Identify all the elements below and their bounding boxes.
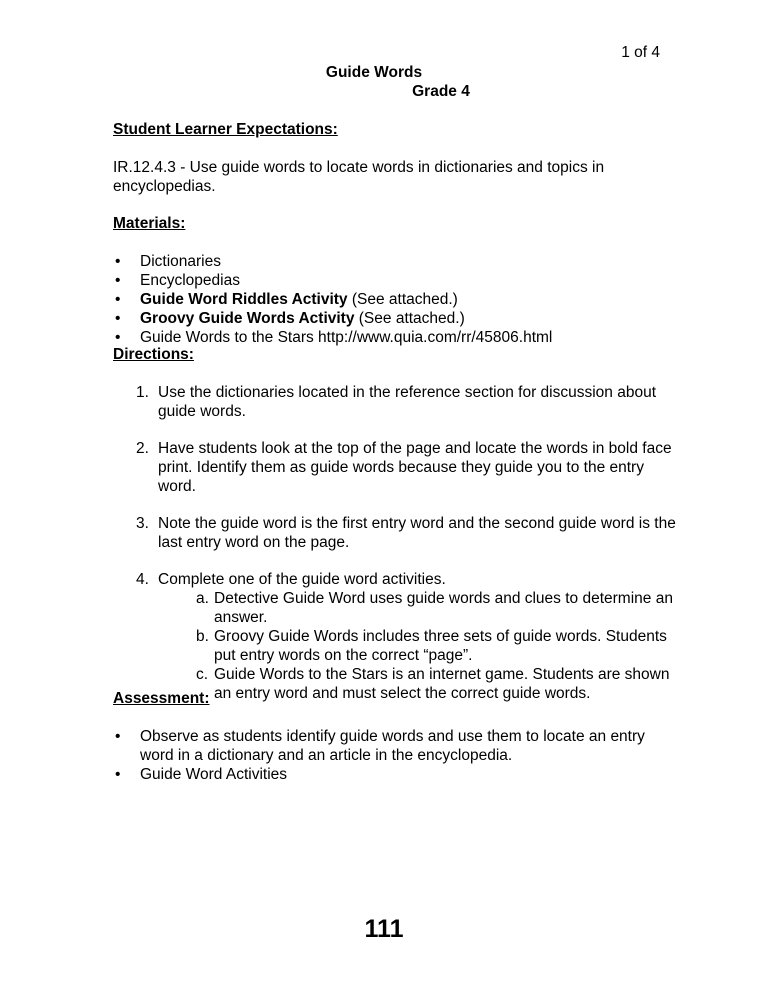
list-item: 3. Note the guide word is the first entry word and the second guide word is the last entry word on the page. bbox=[136, 515, 676, 551]
directions-list bbox=[136, 383, 676, 721]
materials-list bbox=[113, 252, 552, 347]
list-item: 1. Use the dictionaries located in the reference section for discussion about guide words. bbox=[136, 384, 657, 420]
assessment-list bbox=[113, 727, 658, 784]
sle-heading: Student Learner Expectations: bbox=[113, 121, 338, 138]
document-title: Guide Words bbox=[325, 64, 423, 81]
list-item: • Groovy Guide Words Activity (See attached.) bbox=[113, 309, 552, 328]
list-item: c. Guide Words to the Stars is an internet game. Students are shown an entry word and must select the correct guide words. bbox=[196, 666, 670, 702]
list-item: • Guide Words to the Stars http://www.quia.com/rr/45806.html bbox=[113, 328, 552, 347]
page-number: 111 bbox=[364, 915, 404, 943]
list-item: • Dictionaries bbox=[113, 252, 552, 271]
document-title-block bbox=[0, 63, 768, 101]
list-item: • Guide Word Activities bbox=[113, 765, 658, 784]
directions-heading: Directions: bbox=[113, 346, 194, 363]
list-item: 4. Complete one of the guide word activities. a. Detective Guide Word uses guide words and clues to determine an answer. b. Groovy Guide Words includes three sets of guide words. Students put entry words on the correct “page”. c. Guide Words to the Stars is an internet game. Students are shown an entry word and must select the correct guide words. bbox=[136, 570, 676, 703]
sle-text: IR.12.4.3 - Use guide words to locate words in dictionaries and topics in encyclopedias. bbox=[113, 159, 605, 195]
materials-heading: Materials: bbox=[113, 215, 186, 232]
assessment-heading: Assessment: bbox=[113, 690, 210, 707]
list-item: • Guide Word Riddles Activity (See attached.) bbox=[113, 290, 552, 309]
list-item: 2. Have students look at the top of the page and locate the words in bold face print. Identify them as guide words because they guide you to the entry word. bbox=[136, 440, 672, 495]
page-of-indicator: 1 of 4 bbox=[621, 44, 660, 61]
activity-sublist bbox=[158, 589, 676, 703]
list-item: • Observe as students identify guide words and use them to locate an entry word in a dictionary and an article in the encyclopedia. bbox=[113, 727, 658, 765]
list-item: b. Groovy Guide Words includes three sets of guide words. Students put entry words on the correct “page”. bbox=[196, 628, 667, 664]
list-item: a. Detective Guide Word uses guide words and clues to determine an answer. bbox=[196, 590, 673, 626]
document-subtitle: Grade 4 bbox=[412, 83, 470, 100]
list-item: • Encyclopedias bbox=[113, 271, 552, 290]
